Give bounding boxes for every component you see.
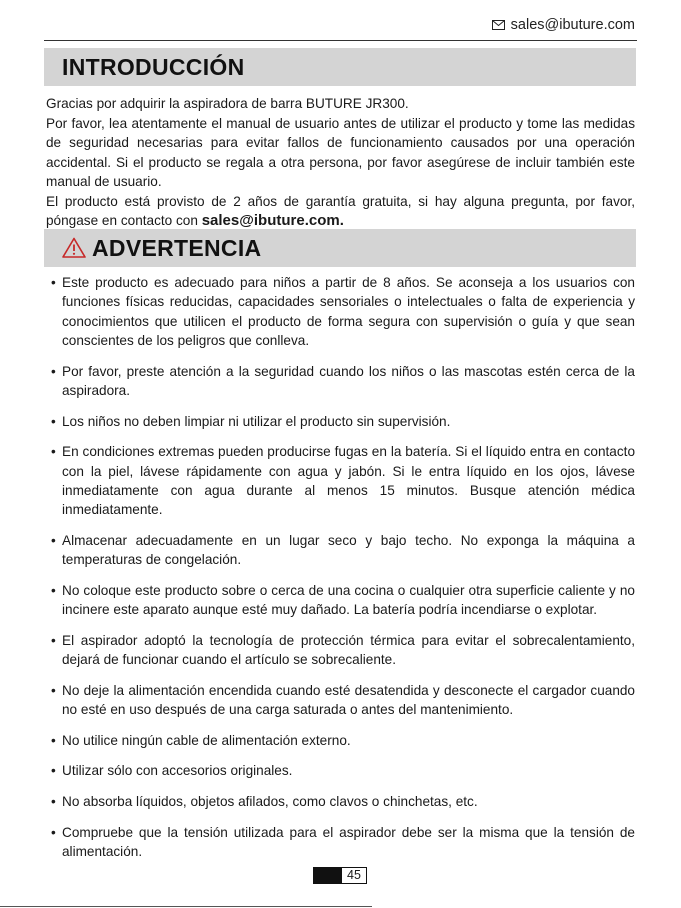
warning-item: • Por favor, preste atención a la seguridad cuando los niños o las mascotas estén cerca de la aspiradora.: [46, 362, 635, 401]
warning-item: • Utilizar sólo con accesorios originales.: [46, 761, 635, 780]
intro-title: INTRODUCCIÓN: [62, 53, 245, 80]
warning-section-header: [44, 229, 636, 267]
warning-item: • Los niños no deben limpiar ni utilizar el producto sin supervisión.: [46, 412, 635, 431]
warning-item: • No absorba líquidos, objetos afilados, como clavos o chinchetas, etc.: [46, 792, 635, 811]
page-number: 45: [341, 867, 367, 884]
warning-list: [46, 273, 635, 873]
warning-item: • Compruebe que la tensión utilizada para el aspirador debe ser la misma que la tensión de alimentación.: [46, 823, 635, 862]
header-divider: [44, 40, 637, 41]
page-number-box: [313, 867, 367, 884]
warning-item: • Este producto es adecuado para niños a partir de 8 años. Se aconseja a los usuarios con funciones físicas reducidas, capacidades sensoriales o intelectuales o falta de experiencia y conocimientos que utilicen el producto de forma segura con supervisión o guía y que sean conscientes de los peligros que conlleva.: [46, 273, 635, 350]
intro-paragraph-3-text: El producto está provisto de 2 años de garantía gratuita, si hay alguna pregunta, por favor, póngase en contacto con: [46, 193, 635, 228]
warning-item: • El aspirador adoptó la tecnología de protección térmica para evitar el sobrecalentamiento, dejará de funcionar cuando el artículo se sobrecaliente.: [46, 631, 635, 670]
page-number-marker: [313, 867, 341, 884]
intro-paragraph-3: [46, 192, 635, 231]
warning-item: • No coloque este producto sobre o cerca de una cocina o cualquier otra superficie caliente y no incinere este aparato aunque esté muy dañado. La batería podría incendiarse o explotar.: [46, 581, 635, 620]
warning-title: ADVERTENCIA: [92, 234, 262, 261]
intro-paragraph-2: Por favor, lea atentamente el manual de usuario antes de utilizar el producto y tome las medidas de seguridad necesarias para evitar fallos de funcionamiento causados por una operación accidental. Si el producto se regala a otra persona, por favor asegúrese de incluir también este manual de usuario.: [46, 115, 635, 189]
intro-section-header: [44, 48, 636, 86]
warning-item: • No utilice ningún cable de alimentación externo.: [46, 731, 635, 750]
warning-item: • No deje la alimentación encendida cuando esté desatendida y desconecte el cargador cuando no esté en uso después de una carga saturada o antes del mantenimiento.: [46, 681, 635, 720]
warning-triangle-icon: [62, 237, 86, 258]
envelope-icon: [492, 20, 505, 30]
footer-divider: [0, 906, 372, 907]
warning-item: • En condiciones extremas pueden producirse fugas en la batería. Si el líquido entra en contacto con la piel, lávese rápidamente con agua y jabón. Si le entra líquido en los ojos, lávese inmediatamente con agua durante al menos 15 minutos. Busque atención médica inmediatamente.: [46, 442, 635, 519]
contact-email-link[interactable]: sales@ibuture.com.: [201, 212, 344, 229]
header-email: [492, 17, 635, 33]
header-email-text: sales@ibuture.com: [510, 17, 635, 33]
intro-paragraph-1: Gracias por adquirir la aspiradora de barra BUTURE JR300.: [46, 96, 409, 111]
intro-text: [46, 94, 635, 231]
warning-item: • Almacenar adecuadamente en un lugar seco y bajo techo. No exponga la máquina a temperaturas de congelación.: [46, 531, 635, 570]
